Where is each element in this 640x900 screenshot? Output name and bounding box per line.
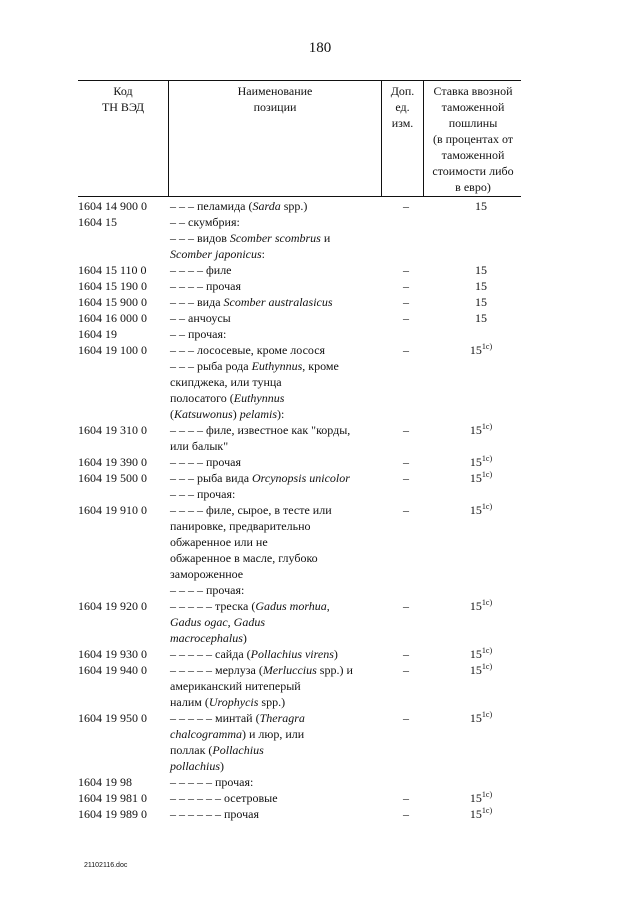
position-name-line: – – – прочая: — [170, 487, 236, 501]
position-name-line: – – – – филе — [170, 263, 232, 277]
position-name-line: или балык" — [170, 439, 229, 453]
supplementary-unit: – — [403, 455, 409, 469]
duty-rate-value: 15 — [475, 311, 487, 325]
duty-footnote-mark: 1c) — [481, 646, 493, 655]
position-name-line: – – – – – треска (Gadus morhua, — [170, 599, 330, 613]
supplementary-unit: – — [403, 807, 409, 821]
supplementary-unit: – — [403, 311, 409, 325]
position-name — [170, 662, 390, 710]
table-row — [0, 582, 640, 598]
supplementary-unit: – — [403, 199, 409, 213]
duty-rate — [440, 198, 522, 214]
table-row — [0, 342, 640, 358]
position-name — [170, 294, 390, 310]
commodity-code: 1604 19 950 0 — [78, 711, 147, 725]
position-name-line: замороженное — [170, 567, 244, 581]
duty-rate-value: 15 — [469, 791, 482, 805]
supplementary-unit: – — [403, 663, 409, 677]
commodity-code: 1604 19 920 0 — [78, 599, 147, 613]
table-row — [0, 294, 640, 310]
commodity-code: 1604 15 190 0 — [78, 279, 147, 293]
supplementary-unit: – — [403, 471, 409, 485]
table-row — [0, 662, 640, 710]
table-row — [0, 774, 640, 790]
supplementary-unit: – — [403, 295, 409, 309]
duty-rate-value: 15 — [469, 455, 482, 469]
position-name-line: – – – видов Scomber scombrus и — [170, 231, 331, 245]
commodity-code: 1604 19 989 0 — [78, 807, 147, 821]
commodity-code: 1604 15 900 0 — [78, 295, 147, 309]
position-name-line: скипджека, или тунца — [170, 375, 282, 389]
position-name-line: – – – – – мерлуза (Merluccius spp.) и — [170, 663, 353, 677]
commodity-code: 1604 19 930 0 — [78, 647, 147, 661]
supplementary-unit: – — [403, 263, 409, 277]
position-name-line: chalcogramma) и люр, или — [170, 727, 305, 741]
commodity-code: 1604 19 981 0 — [78, 791, 147, 805]
position-name-line: полосатого (Euthynnus — [170, 391, 285, 405]
commodity-code: 1604 16 000 0 — [78, 311, 147, 325]
position-name-line: обжаренное в масле, глубоко — [170, 551, 318, 565]
duty-rate — [440, 422, 522, 438]
duty-footnote-mark: 1c) — [481, 662, 493, 671]
commodity-code: 1604 19 390 0 — [78, 455, 147, 469]
duty-rate-value: 15 — [469, 711, 482, 725]
duty-footnote-mark: 1c) — [481, 790, 493, 799]
table-row — [0, 470, 640, 486]
duty-footnote-mark: 1c) — [481, 598, 493, 607]
commodity-code: 1604 19 100 0 — [78, 343, 147, 357]
commodity-code: 1604 14 900 0 — [78, 199, 147, 213]
duty-rate — [440, 342, 522, 358]
duty-rate-value: 15 — [475, 263, 487, 277]
commodity-code: 1604 19 910 0 — [78, 503, 147, 517]
position-name-line: – – – – – прочая: — [170, 775, 254, 789]
duty-rate — [440, 710, 522, 726]
position-name-line: – – – пеламида (Sarda spp.) — [170, 199, 308, 213]
commodity-code: 1604 19 940 0 — [78, 663, 147, 677]
position-name-line: американский нитеперый — [170, 679, 301, 693]
position-name — [170, 502, 390, 582]
duty-footnote-mark: 1c) — [481, 470, 493, 479]
duty-rate-value: 15 — [475, 295, 487, 309]
position-name — [170, 774, 390, 790]
commodity-code: 1604 19 500 0 — [78, 471, 147, 485]
table-row — [0, 326, 640, 342]
position-name — [170, 262, 390, 278]
commodity-code: 1604 15 — [78, 215, 117, 229]
position-name-line: (Katsuwonus) pelamis): — [170, 407, 285, 421]
duty-rate-value: 15 — [469, 807, 482, 821]
commodity-code: 1604 19 310 0 — [78, 423, 147, 437]
position-name — [170, 422, 390, 454]
duty-rate-value: 15 — [469, 343, 482, 357]
position-name-line: pollachius) — [170, 759, 224, 773]
position-name — [170, 806, 390, 822]
position-name-line: – – – – прочая — [170, 279, 241, 293]
duty-rate — [440, 790, 522, 806]
duty-footnote-mark: 1c) — [481, 710, 493, 719]
commodity-code: 1604 15 110 0 — [78, 263, 147, 277]
table-row — [0, 598, 640, 646]
position-name — [170, 470, 390, 486]
table-row — [0, 806, 640, 822]
table-row — [0, 486, 640, 502]
position-name-line: macrocephalus) — [170, 631, 247, 645]
header-duty: Ставка ввозной таможенной пошлины (в процентах от таможенной стоимости либо в евро) — [432, 84, 514, 194]
table-row — [0, 454, 640, 470]
duty-rate-value: 15 — [469, 647, 482, 661]
position-name — [170, 486, 390, 502]
position-name-line: Scomber japonicus: — [170, 247, 265, 261]
position-name-line: – – анчоусы — [170, 311, 231, 325]
position-name — [170, 230, 390, 262]
position-name-line: – – – – – – прочая — [170, 807, 259, 821]
table-row — [0, 422, 640, 454]
duty-rate-value: 15 — [475, 279, 487, 293]
supplementary-unit: – — [403, 791, 409, 805]
file-name-footer: 21102116.doc — [84, 862, 128, 869]
position-name-line: налим (Urophycis spp.) — [170, 695, 286, 709]
duty-rate-value: 15 — [469, 503, 482, 517]
duty-rate-value: 15 — [469, 599, 482, 613]
duty-rate-value: 15 — [475, 199, 487, 213]
duty-rate — [440, 598, 522, 614]
supplementary-unit: – — [403, 599, 409, 613]
table-row — [0, 710, 640, 774]
duty-rate — [440, 662, 522, 678]
position-name-line: обжаренное или не — [170, 535, 268, 549]
header-code: Код ТН ВЭД — [101, 84, 145, 114]
position-name — [170, 214, 390, 230]
position-name — [170, 582, 390, 598]
header-name: Наименование позиции — [237, 84, 313, 114]
position-name-line: – – – – – – осетровые — [170, 791, 278, 805]
position-name — [170, 342, 390, 358]
supplementary-unit: – — [403, 647, 409, 661]
duty-rate-value: 15 — [469, 471, 482, 485]
header-unit: Доп. ед. изм. — [390, 84, 415, 130]
tariff-table-body — [0, 198, 640, 822]
supplementary-unit: – — [403, 343, 409, 357]
position-name-line: панировке, предварительно — [170, 519, 311, 533]
duty-rate — [440, 454, 522, 470]
supplementary-unit: – — [403, 711, 409, 725]
position-name — [170, 326, 390, 342]
duty-footnote-mark: 1c) — [481, 806, 493, 815]
supplementary-unit: – — [403, 503, 409, 517]
position-name — [170, 790, 390, 806]
commodity-code: 1604 19 98 — [78, 775, 132, 789]
position-name-line: – – – – прочая: — [170, 583, 245, 597]
page-number: 180 — [308, 40, 332, 56]
supplementary-unit: – — [403, 279, 409, 293]
position-name-line: – – – рыба вида Orcynopsis unicolor — [170, 471, 350, 485]
position-name-line: – – – лососевые, кроме лосося — [170, 343, 326, 357]
position-name-line: – – – вида Scomber australasicus — [170, 295, 333, 309]
position-name-line: – – – – филе, известное как "корды, — [170, 423, 351, 437]
position-name-line: – – прочая: — [170, 327, 227, 341]
duty-rate — [440, 294, 522, 310]
table-row — [0, 214, 640, 230]
position-name — [170, 710, 390, 774]
duty-rate-value: 15 — [469, 423, 482, 437]
table-row — [0, 262, 640, 278]
table-top-rule — [78, 80, 521, 81]
position-name — [170, 278, 390, 294]
position-name — [170, 598, 390, 646]
position-name — [170, 646, 390, 662]
duty-footnote-mark: 1c) — [481, 342, 493, 351]
duty-rate — [440, 470, 522, 486]
table-row — [0, 790, 640, 806]
position-name — [170, 454, 390, 470]
position-name — [170, 198, 390, 214]
duty-rate — [440, 806, 522, 822]
position-name-line: – – – – – сайда (Pollachius virens) — [170, 647, 338, 661]
duty-rate — [440, 502, 522, 518]
duty-footnote-mark: 1c) — [481, 502, 493, 511]
duty-rate — [440, 646, 522, 662]
table-row — [0, 358, 640, 422]
table-row — [0, 502, 640, 582]
table-row — [0, 278, 640, 294]
table-row — [0, 198, 640, 214]
duty-rate — [440, 262, 522, 278]
table-row — [0, 230, 640, 262]
position-name-line: Gadus ogac, Gadus — [170, 615, 266, 629]
supplementary-unit: – — [403, 423, 409, 437]
position-name-line: – – – – – минтай (Theragra — [170, 711, 305, 725]
table-header-rule — [78, 196, 521, 197]
duty-footnote-mark: 1c) — [481, 454, 493, 463]
position-name — [170, 358, 390, 422]
duty-rate — [440, 278, 522, 294]
position-name-line: – – – рыба рода Euthynnus, кроме — [170, 359, 339, 373]
table-row — [0, 646, 640, 662]
duty-rate — [440, 310, 522, 326]
position-name-line: поллак (Pollachius — [170, 743, 264, 757]
position-name-line: – – – – прочая — [170, 455, 241, 469]
position-name — [170, 310, 390, 326]
position-name-line: – – скумбрия: — [170, 215, 240, 229]
duty-footnote-mark: 1c) — [481, 422, 493, 431]
position-name-line: – – – – филе, сырое, в тесте или — [170, 503, 332, 517]
table-row — [0, 310, 640, 326]
commodity-code: 1604 19 — [78, 327, 117, 341]
duty-rate-value: 15 — [469, 663, 482, 677]
